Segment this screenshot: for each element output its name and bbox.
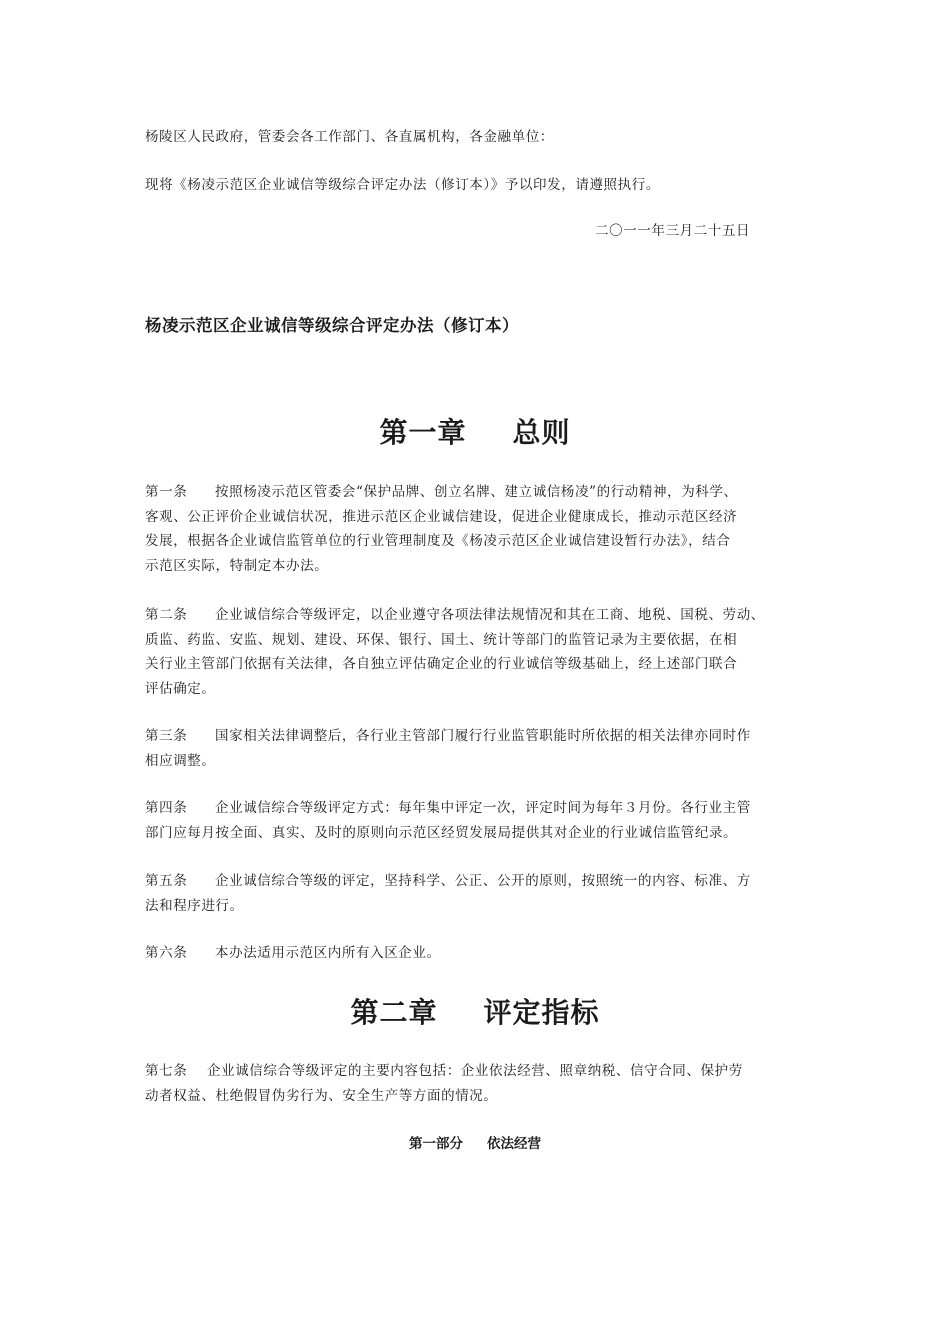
article-2 — [145, 603, 815, 701]
article-4-number: 第四条 — [145, 800, 188, 816]
article-2-line: 关行业主管部门依据有关法律，各自独立评估确定企业的行业诚信等级基础上，经上述部门联合 — [145, 656, 738, 672]
document-title: 杨凌示范区企业诚信等级综合评定办法（修订本） — [145, 316, 519, 335]
article-2-line: 企业诚信综合等级评定，以企业遵守各项法律法规情况和其在工商、地税、国税、劳动、 — [215, 607, 765, 623]
chapter-2-number: 第二章 — [350, 996, 438, 1029]
article-1-number: 第一条 — [145, 484, 188, 500]
part-1-name: 依法经营 — [487, 1136, 541, 1152]
article-1-line: 按照杨凌示范区管委会“保护品牌、创立名牌、建立诚信杨凌”的行动精神，为科学、 — [215, 484, 738, 500]
chapter-2-name: 评定指标 — [483, 996, 600, 1029]
article-6-number: 第六条 — [145, 945, 188, 961]
article-6 — [145, 941, 815, 966]
article-7-line: 动者权益、杜绝假冒伪劣行为、安全生产等方面的情况。 — [145, 1087, 498, 1104]
salutation: 杨陵区人民政府，管委会各工作部门、各直属机构，各金融单位： — [145, 129, 554, 145]
chapter-2-heading — [0, 993, 950, 1033]
article-2-number: 第二条 — [145, 607, 188, 623]
article-1-line: 示范区实际，特制定本办法。 — [145, 557, 329, 574]
issue-date: 二〇一一年三月二十五日 — [595, 223, 751, 239]
article-7-line: 企业诚信综合等级评定的主要内容包括：企业依法经营、照章纳税、信守合同、保护劳 — [207, 1063, 743, 1079]
article-7-number: 第七条 — [145, 1063, 188, 1079]
chapter-1-name: 总则 — [512, 416, 571, 449]
part-1-heading — [0, 1132, 950, 1156]
article-3-line: 相应调整。 — [145, 752, 216, 769]
article-2-line: 评估确定。 — [145, 680, 216, 697]
article-6-line: 本办法适用示范区内所有入区企业。 — [215, 945, 441, 961]
chapter-1-number: 第一章 — [379, 416, 467, 449]
article-1 — [145, 480, 815, 578]
article-2-line: 质监、药监、安监、规划、建设、环保、银行、国土、统计等部门的监管记录为主要依据，在相 — [145, 631, 738, 648]
article-4-line: 部门应每月按全面、真实、及时的原则向示范区经贸发展局提供其对企业的行业诚信监管纪录。 — [145, 824, 738, 841]
article-1-line: 客观、公正评价企业诚信状况，推进示范区企业诚信建设，促进企业健康成长，推动示范区经济 — [145, 508, 738, 525]
notice-text: 现将《杨凌示范区企业诚信等级综合评定办法（修订本）》予以印发，请遵照执行。 — [145, 177, 660, 193]
article-5 — [145, 869, 815, 918]
article-3-line: 国家相关法律调整后，各行业主管部门履行行业监管职能时所依据的相关法律亦同时作 — [215, 728, 751, 744]
chapter-1-heading — [0, 413, 950, 453]
article-5-line: 法和程序进行。 — [145, 897, 244, 914]
article-5-number: 第五条 — [145, 873, 188, 889]
article-4 — [145, 796, 815, 845]
article-3 — [145, 724, 815, 773]
article-5-line: 企业诚信综合等级的评定，坚持科学、公正、公开的原则，按照统一的内容、标准、方 — [215, 873, 751, 889]
article-7 — [145, 1059, 815, 1108]
article-3-number: 第三条 — [145, 728, 188, 744]
part-1-number: 第一部分 — [409, 1136, 463, 1152]
article-1-line: 发展，根据各企业诚信监管单位的行业管理制度及《杨凌示范区企业诚信建设暂行办法》，结合 — [145, 533, 731, 549]
article-4-line: 企业诚信综合等级评定方式：每年集中评定一次，评定时间为每年３月份。各行业主管 — [215, 800, 751, 816]
